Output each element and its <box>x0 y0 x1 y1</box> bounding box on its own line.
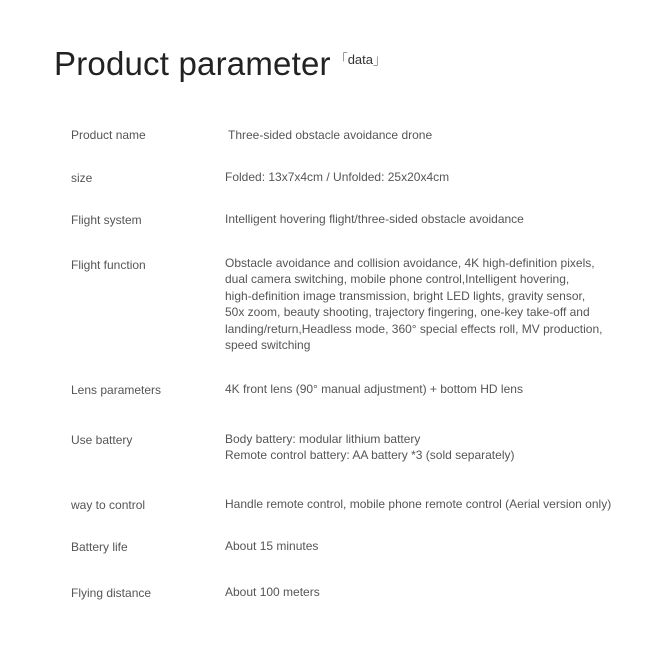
param-value-line: Body battery: modular lithium battery <box>225 432 421 446</box>
param-value <box>228 127 623 143</box>
param-value-line: 50x zoom, beauty shooting, trajectory fingering, one-key take-off and <box>225 305 590 320</box>
param-label: Use battery <box>71 433 133 447</box>
param-value-line: Intelligent hovering flight/three-sided obstacle avoidance <box>225 212 524 226</box>
param-value-line: Obstacle avoidance and collision avoidance, 4K high-definition pixels, <box>225 256 595 270</box>
param-value-line: 4K front lens (90° manual adjustment) + bottom HD lens <box>225 382 523 396</box>
header <box>54 42 386 86</box>
param-label: size <box>71 171 93 185</box>
param-value-line: speed switching <box>225 338 311 353</box>
param-value <box>225 538 620 554</box>
param-value-line: Remote control battery: AA battery *3 (sold separately) <box>225 448 515 463</box>
param-value <box>225 496 620 512</box>
param-label: Flying distance <box>71 586 152 600</box>
param-label: Flight system <box>71 213 142 227</box>
title-tag: 「data」 <box>334 52 387 67</box>
param-label: Flight function <box>71 258 146 272</box>
param-value <box>225 169 620 185</box>
param-value-line: high-definition image transmission, bright LED lights, gravity sensor, <box>225 288 586 303</box>
param-value-line: Folded: 13x7x4cm / Unfolded: 25x20x4cm <box>225 170 450 184</box>
param-label: Battery life <box>71 540 128 554</box>
param-value-line: About 100 meters <box>225 585 320 599</box>
param-value-line: About 15 minutes <box>225 539 319 553</box>
param-value <box>225 431 620 464</box>
param-value <box>225 584 620 600</box>
param-value <box>225 381 620 397</box>
param-value-line: Three-sided obstacle avoidance drone <box>228 128 433 142</box>
param-value <box>225 211 620 227</box>
param-value-line: Handle remote control, mobile phone remote control (Aerial version only) <box>225 497 612 511</box>
param-label: way to control <box>71 498 146 512</box>
param-value-line: landing/return,Headless mode, 360° special effects roll, MV production, <box>225 321 603 336</box>
page-title: Product parameter <box>54 45 331 82</box>
param-label: Product name <box>71 128 146 142</box>
param-value <box>225 255 620 353</box>
param-value-line: dual camera switching, mobile phone control,Intelligent hovering, <box>225 272 570 287</box>
param-label: Lens parameters <box>71 383 162 397</box>
